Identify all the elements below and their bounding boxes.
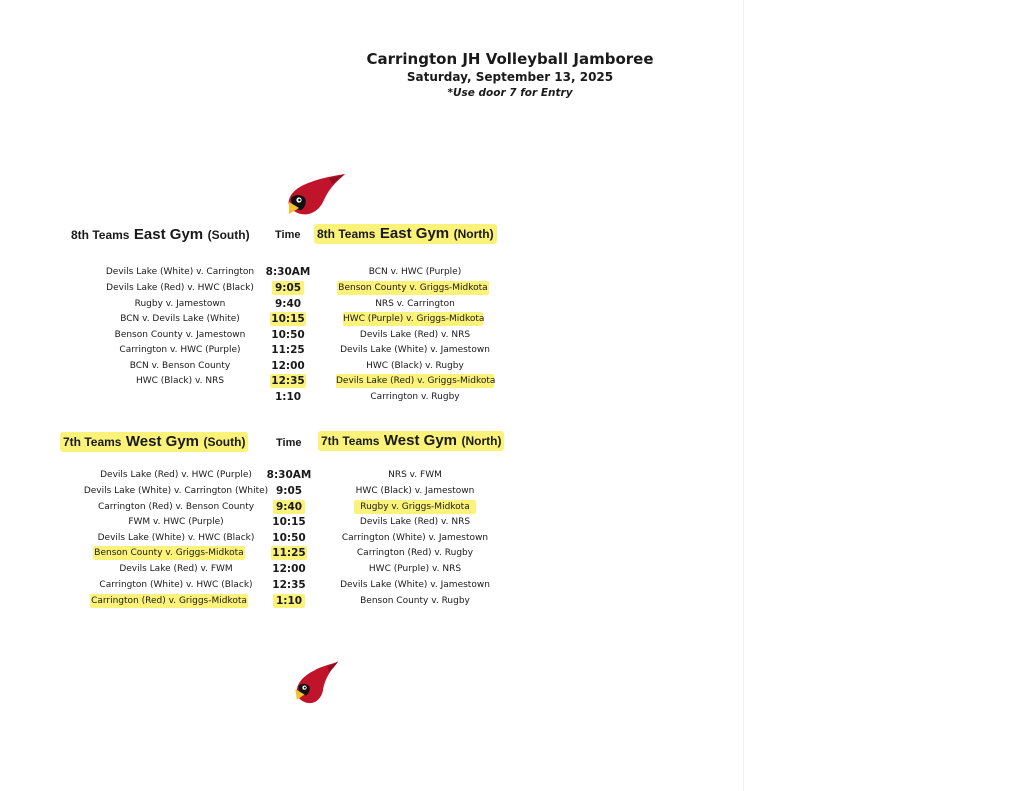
eighth-time-heading: Time [275,229,301,241]
north-match: Devils Lake (Red) v. Griggs-Midkota [336,376,496,386]
seventh-north-team-label: 7th Teams [321,434,380,448]
north-match: HWC (Black) v. Jamestown [355,486,475,496]
match-time: 9:40 [274,298,302,310]
page-header [340,50,680,100]
north-match: HWC (Purple) v. NRS [368,564,462,574]
match-time: 11:25 [271,344,305,356]
south-match: Devils Lake (Red) v. HWC (Purple) [100,470,252,480]
event-date: Saturday, September 13, 2025 [406,70,614,84]
south-match: Devils Lake (White) v. HWC (Black) [97,533,255,543]
north-match: Rugby v. Griggs-Midkota [354,500,476,514]
south-match: Rugby v. Jamestown [134,299,226,309]
match-time: 9:05 [272,281,304,295]
north-match: Devils Lake (White) v. Jamestown [340,345,490,355]
match-time: 10:15 [272,516,306,528]
page-title: Carrington JH Volleyball Jamboree [366,50,654,68]
match-time: 1:10 [274,391,302,403]
north-match: Carrington (Red) v. Rugby [356,548,474,558]
north-match: HWC (Black) v. Rugby [366,361,464,371]
match-time: 12:00 [272,563,306,575]
south-match: Benson County v. Griggs-Midkota [94,548,244,558]
south-match: FWM v. HWC (Purple) [128,517,224,527]
south-match: Carrington (White) v. HWC (Black) [99,580,253,590]
match-time: 12:00 [271,360,305,372]
match-time: 11:25 [272,547,306,559]
north-match: Carrington v. Rugby [370,392,460,402]
north-match: Devils Lake (Red) v. NRS [359,330,471,340]
seventh-south-heading [60,432,248,452]
seventh-south-gym-label: West Gym [125,433,200,450]
north-match: Devils Lake (Red) v. NRS [359,517,471,527]
eighth-north-heading [314,224,497,244]
eighth-south-side-label: (South) [207,228,250,242]
eighth-south-heading [71,226,250,244]
south-match: BCN v. Devils Lake (White) [120,314,240,324]
seventh-time-heading: Time [276,437,302,449]
match-time: 12:35 [271,375,305,387]
south-match: Carrington (Red) v. Benson County [97,502,255,512]
south-match: BCN v. Benson County [129,361,231,371]
match-time: 12:35 [272,579,306,591]
south-match: Devils Lake (White) v. Carrington (White) [83,486,269,496]
seventh-south-team-label: 7th Teams [63,435,122,449]
north-match: BCN v. HWC (Purple) [368,267,462,277]
north-match: NRS v. Carrington [375,299,455,309]
seventh-north-side-label: (North) [461,434,502,448]
north-match: Benson County v. Griggs-Midkota [338,283,488,293]
eighth-south-team-label: 8th Teams [71,228,130,242]
north-match: HWC (Purple) v. Griggs-Midkota [343,314,485,324]
seventh-south-side-label: (South) [203,435,246,449]
south-match: Benson County v. Jamestown [114,330,246,340]
match-time: 9:40 [273,500,305,514]
match-time: 9:05 [275,485,303,497]
match-time: 8:30AM [266,469,312,481]
entry-note: *Use door 7 for Entry [447,87,573,99]
cardinal-logo-icon [285,172,347,218]
seventh-north-gym-label: West Gym [383,432,458,449]
eighth-north-side-label: (North) [453,227,494,241]
south-match: Devils Lake (White) v. Carrington [105,267,255,277]
north-match: Carrington (White) v. Jamestown [341,533,489,543]
north-match: NRS v. FWM [388,470,442,480]
south-match: Devils Lake (Red) v. HWC (Black) [106,283,254,293]
south-match: HWC (Black) v. NRS [135,376,225,386]
south-match: Carrington v. HWC (Purple) [119,345,241,355]
match-time: 10:50 [272,532,306,544]
cardinal-logo-icon [285,660,347,706]
south-match: Carrington (Red) v. Griggs-Midkota [91,596,247,606]
north-match: Benson County v. Rugby [360,596,470,606]
seventh-north-heading [318,431,504,451]
match-time: 10:50 [271,329,305,341]
south-match: Devils Lake (Red) v. FWM [119,564,233,574]
eighth-north-gym-label: East Gym [379,225,450,242]
eighth-south-gym-label: East Gym [133,226,204,243]
eighth-north-team-label: 8th Teams [317,227,376,241]
match-time: 1:10 [273,594,305,608]
match-time: 8:30AM [265,266,311,278]
north-match: Devils Lake (White) v. Jamestown [340,580,490,590]
page-edge [743,0,744,791]
match-time: 10:15 [271,313,305,325]
